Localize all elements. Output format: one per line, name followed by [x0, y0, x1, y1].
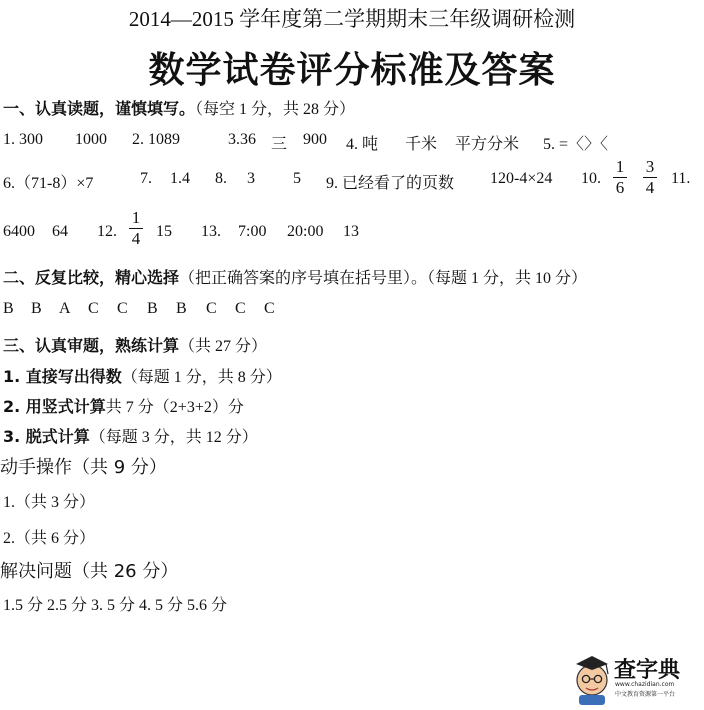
section1-heading-row	[3, 96, 355, 119]
document-title-main: 数学试卷评分标准及答案	[148, 50, 556, 91]
answer-item: 64	[52, 223, 68, 240]
section3-item-note: 共 7 分（2+3+2）分	[105, 399, 244, 416]
section2-heading: 二、反复比较，精心选择	[3, 268, 180, 287]
answer-item: 10.	[581, 170, 601, 187]
section3-item-note: （每题 3 分，共 12 分）	[89, 429, 258, 446]
fraction	[643, 158, 657, 197]
choice-answer: C	[235, 300, 246, 317]
answer-item: 1. 300	[3, 131, 43, 148]
fraction-numerator: 3	[645, 157, 655, 176]
choice-answer: C	[264, 300, 275, 317]
answer-item: 6400	[3, 223, 35, 240]
answer-item: 13	[343, 223, 359, 240]
fraction-numerator: 1	[131, 208, 141, 227]
document-title-line1: 2014—2015 学年度第二学期期末三年级调研检测	[128, 7, 576, 31]
answer-item: 1.4	[170, 170, 190, 187]
fraction-denominator: 4	[645, 178, 655, 197]
section3-item-label: 3. 脱式计算	[3, 427, 90, 446]
answer-item: 三	[271, 136, 288, 153]
section5-answers: 1.5 分 2.5 分 3. 5 分 4. 5 分 5.6 分	[3, 597, 228, 614]
answer-item: 11.	[671, 170, 691, 187]
section3-item	[3, 394, 244, 417]
answer-item: 千米	[405, 136, 438, 153]
choice-answer: C	[206, 300, 217, 317]
answer-item: 900	[303, 131, 327, 148]
section4-item: 2.（共 6 分）	[3, 530, 96, 547]
answer-item: 5. =〈〉〈	[543, 136, 609, 153]
answer-item: 8.	[215, 170, 227, 187]
section3-item-label: 2. 用竖式计算	[3, 397, 106, 416]
answer-item: 6.（71-8）×7	[3, 175, 94, 192]
section1-heading: 一、认真读题，谨慎填写。	[3, 99, 196, 118]
answer-item: 20:00	[287, 223, 324, 240]
section2-heading-row	[3, 265, 587, 288]
logo-text: 查字典	[614, 658, 681, 683]
answer-item: 3	[247, 170, 255, 187]
fraction	[613, 158, 627, 197]
section2-note: （把正确答案的序号填在括号里）。（每题 1 分，共 10 分）	[179, 270, 588, 287]
logo-subtitle: 中文教育资源第一平台	[615, 691, 676, 698]
answer-item: 120-4×24	[490, 170, 553, 187]
fraction-numerator: 1	[615, 157, 625, 176]
answer-item: 4. 吨	[346, 136, 379, 153]
choice-answer: B	[3, 300, 14, 317]
choice-answer: B	[31, 300, 42, 317]
choice-answer: B	[176, 300, 187, 317]
answer-item: 15	[156, 223, 172, 240]
choice-answer: B	[147, 300, 158, 317]
answer-item: 1000	[75, 131, 107, 148]
answer-item: 13.	[201, 223, 221, 240]
section3-item	[3, 364, 282, 387]
fraction-denominator: 4	[131, 229, 141, 248]
fraction-denominator: 6	[615, 178, 625, 197]
answer-item: 平方分米	[455, 136, 520, 153]
section3-heading-row	[3, 333, 267, 356]
answer-item: 5	[293, 170, 301, 187]
choice-answer: C	[117, 300, 128, 317]
answer-item: 2. 1089	[132, 131, 180, 148]
section1-note: （每空 1 分，共 28 分）	[195, 101, 356, 118]
choice-answer: C	[88, 300, 99, 317]
section3-note: （共 27 分）	[179, 338, 268, 355]
answer-item: 9. 已经看了的页数	[326, 175, 455, 192]
section5-heading: 解决问题（共 26 分）	[0, 561, 179, 582]
answer-item: 7:00	[238, 223, 267, 240]
answer-item: 7.	[140, 170, 152, 187]
section3-item	[3, 424, 258, 447]
answer-item: 3.36	[228, 131, 256, 148]
fraction	[129, 209, 143, 248]
choice-answer: A	[59, 300, 71, 317]
logo-url: www.chazidian.com	[615, 681, 675, 688]
section4-heading: 动手操作（共 9 分）	[0, 457, 167, 478]
answer-item: 12.	[97, 223, 117, 240]
section3-item-label: 1. 直接写出得数	[3, 367, 122, 386]
section3-item-note: （每题 1 分，共 8 分）	[121, 369, 282, 386]
section4-item: 1.（共 3 分）	[3, 494, 96, 511]
section3-heading: 三、认真审题，熟练计算	[3, 336, 180, 355]
